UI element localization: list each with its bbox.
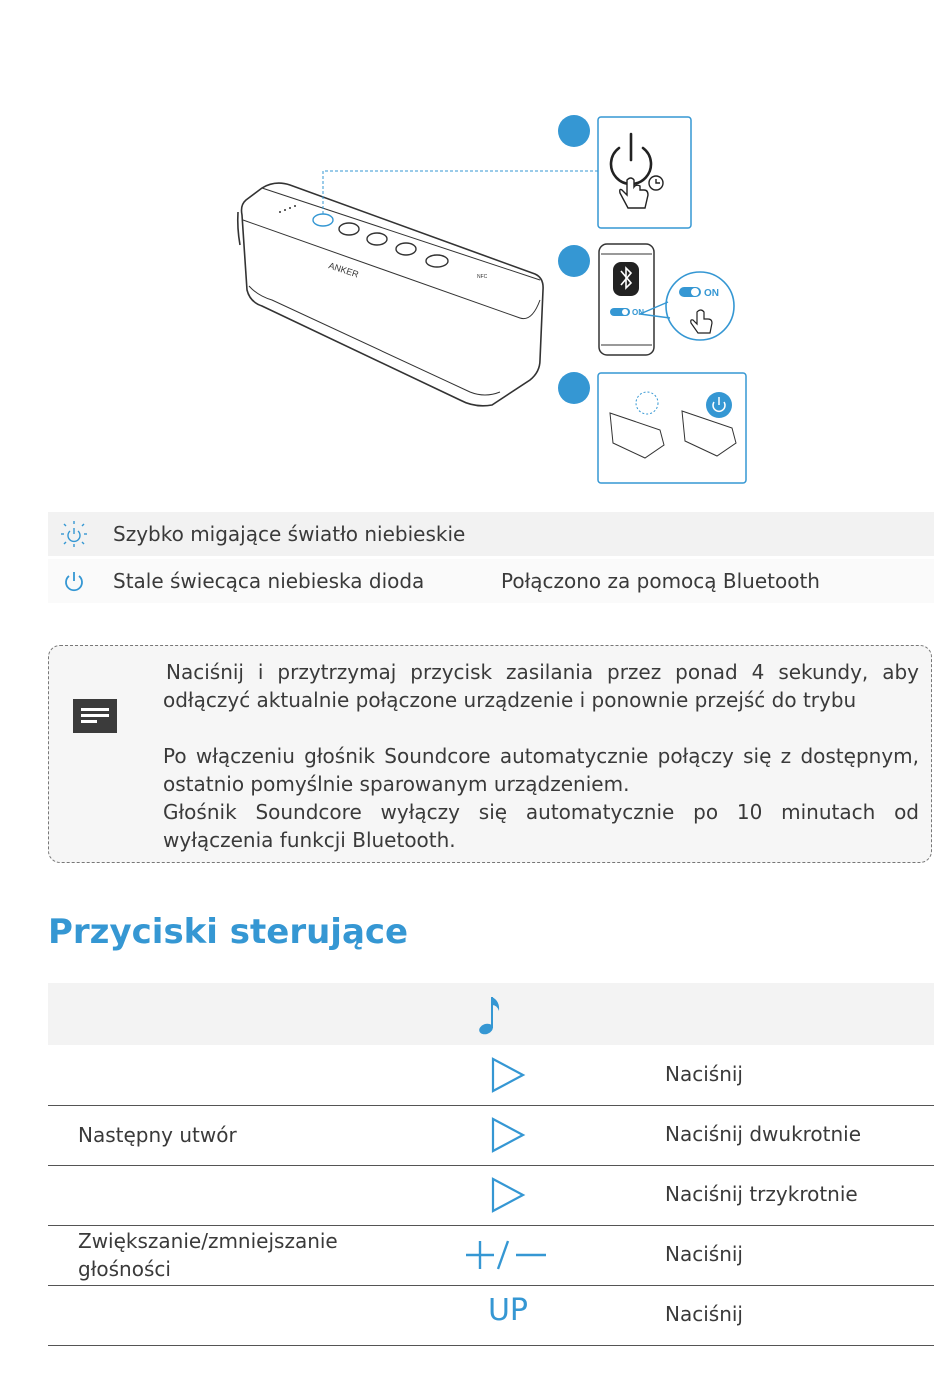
note-paragraph-3: Głośnik Soundcore wyłączy się automatycznie po 10 minutach od wyłączenia funkcji Bluetooth. (163, 800, 919, 852)
music-note-icon (476, 993, 506, 1037)
play-icon (490, 1177, 526, 1213)
power-icon (60, 567, 88, 595)
pairing-diagram (0, 100, 950, 500)
action-cell: Naciśnij trzykrotnie (665, 1182, 858, 1206)
step-1-marker (558, 115, 590, 147)
step-3-box (598, 373, 746, 483)
status-row-blinking (48, 512, 934, 556)
function-cell: Zwiększanie/zmniejszanie głośności (78, 1229, 338, 1281)
speaker-illustration (238, 183, 543, 406)
nfc-label: NFC (477, 274, 488, 280)
note-paragraph-2: Po włączeniu głośnik Soundcore automatycznie połączy się z dostępnym, ostatnio pomyślnie sparowanym urządzeniem. (163, 744, 919, 796)
table-header (48, 983, 934, 1045)
svg-text:ON: ON (704, 288, 719, 299)
play-icon (490, 1057, 526, 1093)
note-icon (73, 699, 117, 733)
status-label: Szybko migające światło niebieskie (113, 522, 466, 546)
table-row (48, 1285, 934, 1346)
table-row (48, 1105, 934, 1166)
action-cell: Naciśnij (665, 1242, 743, 1266)
svg-text:ON: ON (632, 308, 644, 317)
up-button-label: UP (487, 1293, 529, 1328)
volume-icon (464, 1237, 548, 1273)
note-paragraph-1: Naciśnij i przytrzymaj przycisk zasilania przez ponad 4 sekundy, aby odłączyć aktualnie połączone urządzenie i ponownie przejść do trybu (163, 660, 919, 712)
step-2-marker (558, 245, 590, 277)
speaker-buttons (313, 214, 448, 267)
brand-logo: ANKER (327, 260, 360, 280)
table-row (48, 1225, 934, 1286)
table-row (48, 1045, 934, 1106)
play-icon (490, 1117, 526, 1153)
status-row-solid (48, 559, 934, 603)
function-cell: Następny utwór (78, 1123, 237, 1147)
table-row (48, 1165, 934, 1226)
action-cell: Naciśnij dwukrotnie (665, 1122, 862, 1146)
note-box (48, 645, 932, 863)
step-3-marker (558, 372, 590, 404)
action-cell: Naciśnij (665, 1062, 743, 1086)
phone-illustration (599, 244, 654, 355)
blinking-power-icon (60, 520, 88, 548)
action-cell: Naciśnij (665, 1302, 743, 1326)
status-label: Stale świecąca niebieska dioda (113, 569, 425, 593)
section-title: Przyciski sterujące (48, 912, 409, 952)
status-meaning: Połączono za pomocą Bluetooth (501, 569, 820, 593)
